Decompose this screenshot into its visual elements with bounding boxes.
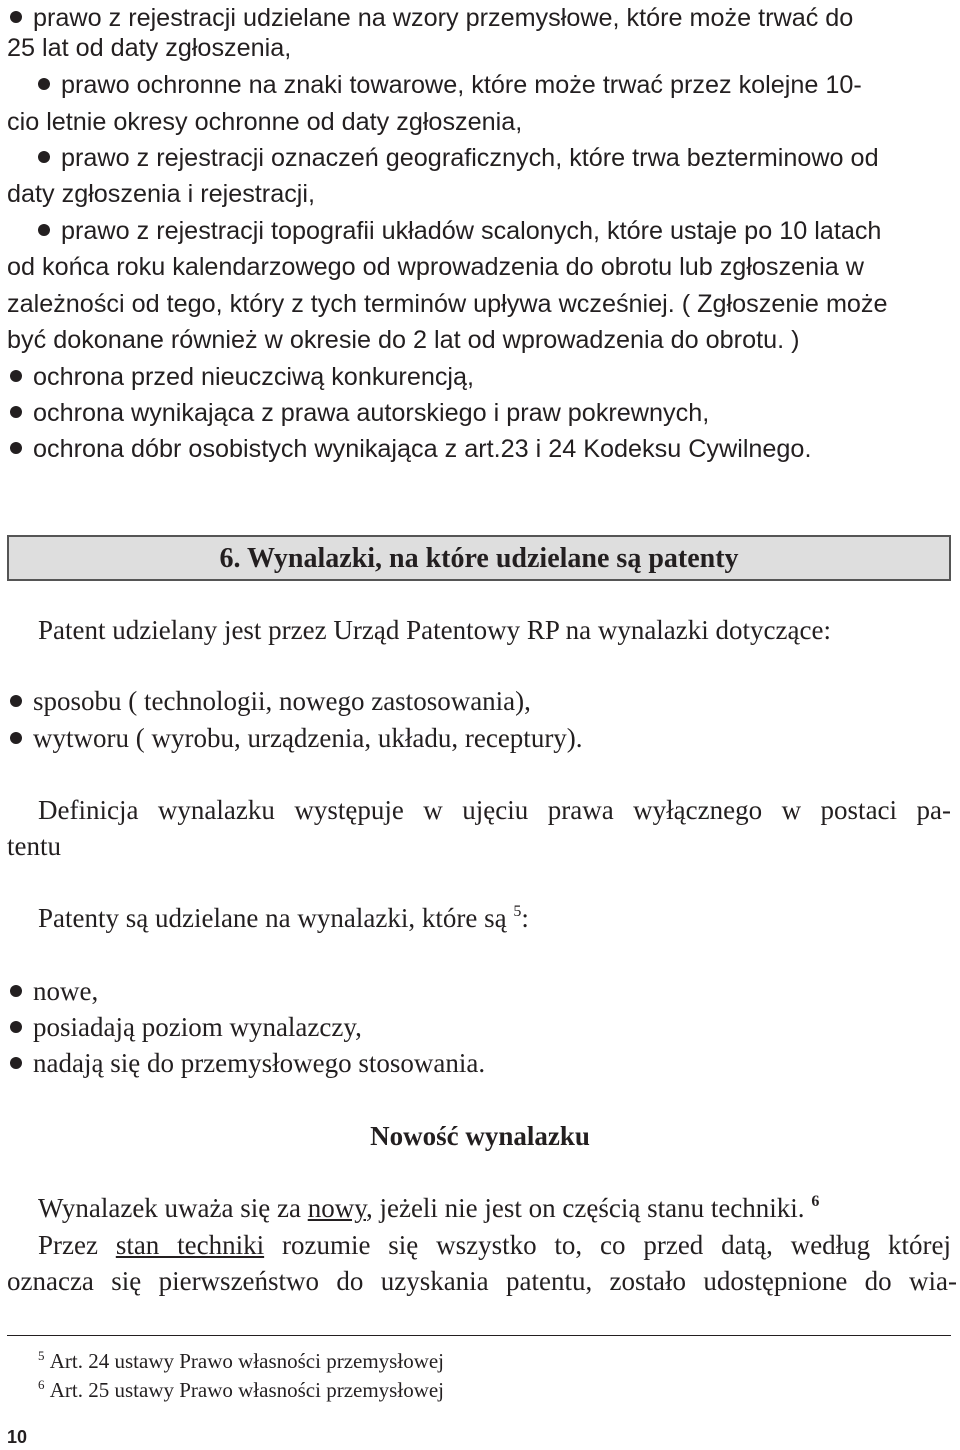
list-item-continuation: daty zgłoszenia i rejestracji, <box>7 180 315 208</box>
footnote-ref: 5 <box>513 903 522 920</box>
page-number: 10 <box>7 1427 28 1447</box>
list-item-personal-rights: ochrona dóbr osobistych wynikająca z art.23 i 24 Kodeksu Cywilnego. <box>10 431 811 467</box>
definition-paragraph: Definicja wynalazku występuje w ujęciu prawa wyłącznego w postaci pa- <box>38 795 951 825</box>
list-item-unfair-competition: ochrona przed nieuczciwą konkurencją, <box>10 359 474 395</box>
footnote-ref: 6 <box>811 1193 820 1210</box>
list-item-continuation: cio letnie okresy ochronne od daty zgłoszenia, <box>7 108 523 136</box>
prior-art-continuation: oznacza się pierwszeństwo do uzyskania patentu, zostało udostępnione do wia- <box>7 1266 957 1296</box>
definition-continuation: tentu <box>7 831 61 861</box>
bullet-icon <box>10 370 22 382</box>
bullet-icon <box>10 1021 22 1033</box>
list-item-continuation: zależności od tego, który z tych terminów upływa wcześniej. ( Zgłoszenie może <box>7 290 888 318</box>
bullet-icon <box>38 224 50 236</box>
list-item-inventive-step: posiadają poziom wynalazczy, <box>10 1009 362 1045</box>
footnote: $^6$ Art. 25 ustawy Prawo własności przemysłowej <box>38 1377 445 1402</box>
list-item-continuation: 25 lat od daty zgłoszenia, <box>7 34 292 62</box>
list-item-trademarks: prawo ochronne na znaki towarowe, które może trwać przez kolejne 10- <box>38 67 862 103</box>
footnote: $^5$ Art. 24 ustawy Prawo własności przemysłowej <box>38 1348 445 1373</box>
list-item-product: wytworu ( wyrobu, urządzenia, układu, receptury). <box>10 720 583 756</box>
list-item-geographical-indications: prawo z rejestracji oznaczeń geograficznych, które trwa bezterminowo od <box>38 140 879 176</box>
novelty-paragraph: Wynalazek uważa się za nowy, jeżeli nie jest on częścią stanu techniki. $^6$ <box>38 1193 820 1223</box>
footnote-separator <box>7 1335 951 1336</box>
bullet-icon <box>38 151 50 163</box>
bullet-icon <box>10 406 22 418</box>
list-item-industrial-application: nadają się do przemysłowego stosowania. <box>10 1045 485 1081</box>
bullet-icon <box>10 732 22 744</box>
section-heading: 6. Wynalazki, na które udzielane są patenty <box>219 543 739 574</box>
bullet-icon <box>10 11 22 23</box>
list-item-copyright: ochrona wynikająca z prawa autorskiego i praw pokrewnych, <box>10 395 709 431</box>
bullet-icon <box>10 695 22 707</box>
list-item-continuation: od końca roku kalendarzowego od wprowadzenia do obrotu lub zgłoszenia w <box>7 253 864 281</box>
bullet-icon <box>10 1057 22 1069</box>
list-item-topographies: prawo z rejestracji topografii układów scalonych, które ustaje po 10 latach <box>38 213 881 249</box>
bullet-icon <box>10 442 22 454</box>
bullet-icon <box>10 985 22 997</box>
list-item-novelty: nowe, <box>10 973 98 1009</box>
prior-art-paragraph: Przez stan techniki rozumie się wszystko to, co przed datą, według której <box>38 1230 951 1260</box>
subheading: Nowość wynalazku <box>370 1121 590 1151</box>
section-heading-box <box>7 535 951 581</box>
patents-criteria-intro: Patenty są udzielane na wynalazki, które są $^5$: <box>38 903 529 933</box>
list-item-continuation: być dokonane również w okresie do 2 lat od wprowadzenia do obrotu. ) <box>7 326 800 354</box>
intro-paragraph: Patent udzielany jest przez Urząd Patentowy RP na wynalazki dotyczące: <box>38 615 831 645</box>
bullet-icon <box>38 78 50 90</box>
list-item-method: sposobu ( technologii, nowego zastosowania), <box>10 683 531 719</box>
list-item-design-rights: prawo z rejestracji udzielane na wzory przemysłowe, które może trwać do <box>10 0 853 36</box>
